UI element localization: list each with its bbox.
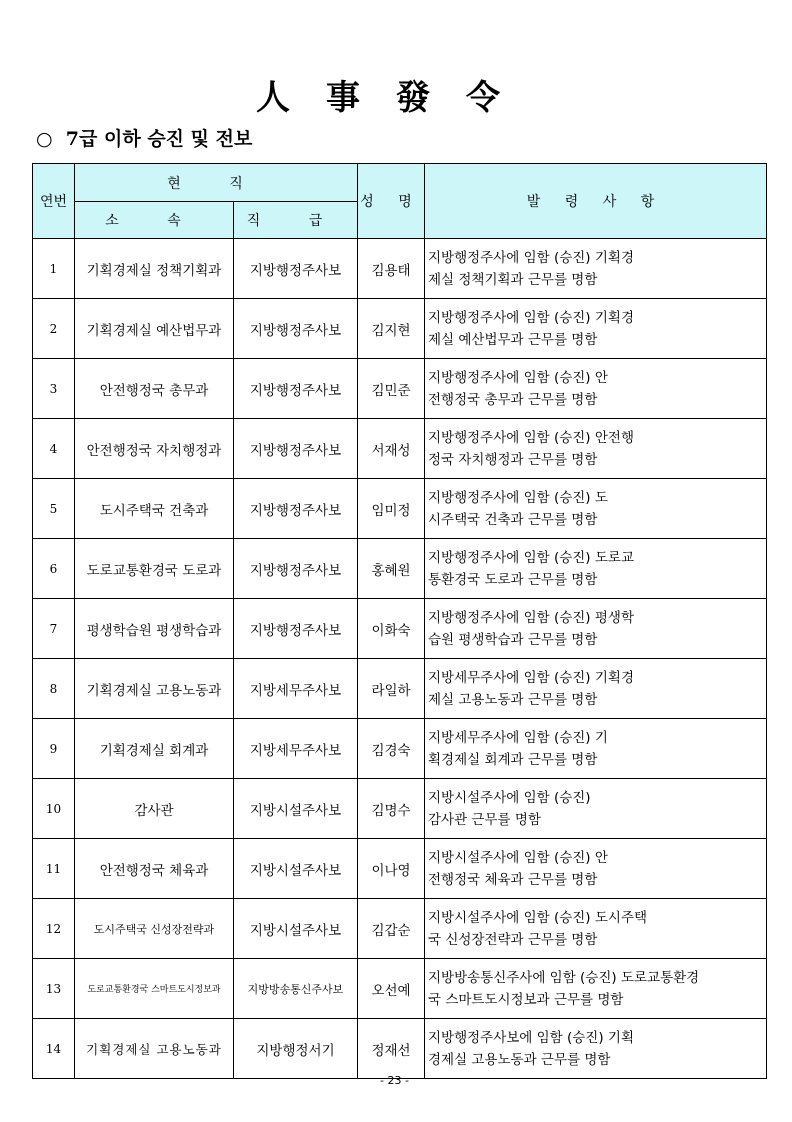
order-line: 통환경국 도로과 근무를 명함 [428, 571, 598, 588]
seq-cell: 1 [33, 239, 75, 299]
order-cell [425, 719, 767, 779]
order-cell [425, 539, 767, 599]
rank-cell: 지방세무주사보 [234, 719, 358, 779]
order-line: 지방세무주사에 임함 (승진) 기획경 [428, 669, 634, 686]
rank-cell: 지방세무주사보 [234, 659, 358, 719]
name-cell: 이화숙 [358, 599, 425, 659]
seq-cell: 5 [33, 479, 75, 539]
department-cell: 감사관 [75, 779, 234, 839]
department-cell: 도로교통환경국 도로과 [75, 539, 234, 599]
name-cell: 서재성 [358, 419, 425, 479]
order-line: 제실 예산법무과 근무를 명함 [428, 331, 598, 348]
order-line: 지방행정주사에 임함 (승진) 기획경 [428, 309, 634, 326]
department-cell: 도시주택국 건축과 [75, 479, 234, 539]
name-cell: 라일하 [358, 659, 425, 719]
department-cell: 평생학습원 평생학습과 [75, 599, 234, 659]
table-row [33, 599, 767, 659]
name-cell: 정재선 [358, 1019, 425, 1079]
order-line: 국 신성장전략과 근무를 명함 [428, 931, 598, 948]
table-row [33, 1019, 767, 1079]
section-subtitle: ○ 7급 이하 승진 및 전보 [36, 128, 253, 150]
order-line: 습원 평생학습과 근무를 명함 [428, 631, 598, 648]
order-line: 제실 고용노동과 근무를 명함 [428, 691, 598, 708]
order-cell [425, 299, 767, 359]
order-line: 제실 정책기획과 근무를 명함 [428, 271, 598, 288]
order-line: 경제실 고용노동과 근무를 명함 [428, 1051, 611, 1068]
department-cell: 기획경제실 예산법무과 [75, 299, 234, 359]
table-row [33, 839, 767, 899]
seq-cell: 6 [33, 539, 75, 599]
order-cell [425, 239, 767, 299]
order-cell [425, 599, 767, 659]
order-line: 지방행정주사에 임함 (승진) 도로교 [428, 549, 634, 566]
header-order: 발 령 사 항 [425, 164, 767, 239]
name-cell: 김갑순 [358, 899, 425, 959]
table-row [33, 959, 767, 1019]
department-cell: 기획경제실 고용노동과 [75, 1019, 234, 1079]
rank-cell: 지방행정주사보 [234, 299, 358, 359]
table-row [33, 899, 767, 959]
rank-cell: 지방행정주사보 [234, 539, 358, 599]
order-line: 국 스마트도시정보과 근무를 명함 [428, 991, 624, 1008]
name-cell: 김지현 [358, 299, 425, 359]
department-cell: 안전행정국 총무과 [75, 359, 234, 419]
department-cell: 기획경제실 고용노동과 [75, 659, 234, 719]
table-row [33, 719, 767, 779]
header-name: 성 명 [358, 164, 425, 239]
seq-cell: 7 [33, 599, 75, 659]
seq-cell: 13 [33, 959, 75, 1019]
rank-cell: 지방행정주사보 [234, 479, 358, 539]
seq-cell: 8 [33, 659, 75, 719]
department-cell: 안전행정국 체육과 [75, 839, 234, 899]
order-line: 지방행정주사에 임함 (승진) 도 [428, 489, 608, 506]
header-current-position: 현 직 [75, 164, 358, 202]
department-cell: 도로교통환경국 스마트도시정보과 [75, 959, 234, 1019]
table-row [33, 479, 767, 539]
rank-cell: 지방시설주사보 [234, 899, 358, 959]
order-cell [425, 1019, 767, 1079]
name-cell: 김민준 [358, 359, 425, 419]
name-cell: 임미정 [358, 479, 425, 539]
header-seq: 연번 [33, 164, 75, 239]
table-row [33, 779, 767, 839]
order-line: 지방행정주사보에 임함 (승진) 기획 [428, 1029, 634, 1046]
header-department: 소 속 [75, 202, 234, 239]
order-cell [425, 779, 767, 839]
order-cell [425, 479, 767, 539]
rank-cell: 지방행정주사보 [234, 419, 358, 479]
order-line: 전행정국 총무과 근무를 명함 [428, 391, 598, 408]
name-cell: 김용태 [358, 239, 425, 299]
order-line: 획경제실 회계과 근무를 명함 [428, 751, 598, 768]
order-cell [425, 359, 767, 419]
order-line: 지방시설주사에 임함 (승진) [428, 789, 591, 806]
order-cell [425, 959, 767, 1019]
department-cell: 기획경제실 회계과 [75, 719, 234, 779]
order-line: 지방시설주사에 임함 (승진) 안 [428, 849, 608, 866]
order-cell [425, 899, 767, 959]
page-number: - 23 - [380, 1074, 409, 1087]
table-row [33, 239, 767, 299]
department-cell: 기획경제실 정책기획과 [75, 239, 234, 299]
order-line: 지방방송통신주사에 임함 (승진) 도로교통환경 [428, 969, 700, 986]
seq-cell: 14 [33, 1019, 75, 1079]
seq-cell: 2 [33, 299, 75, 359]
order-cell [425, 659, 767, 719]
rank-cell: 지방행정주사보 [234, 239, 358, 299]
personnel-order-table [32, 163, 767, 1079]
header-rank: 직 급 [234, 202, 358, 239]
table-row [33, 659, 767, 719]
seq-cell: 11 [33, 839, 75, 899]
rank-cell: 지방행정주사보 [234, 359, 358, 419]
order-cell [425, 419, 767, 479]
order-line: 정국 자치행정과 근무를 명함 [428, 451, 598, 468]
seq-cell: 10 [33, 779, 75, 839]
name-cell: 김경숙 [358, 719, 425, 779]
name-cell: 이나영 [358, 839, 425, 899]
order-line: 지방행정주사에 임함 (승진) 안전행 [428, 429, 634, 446]
seq-cell: 4 [33, 419, 75, 479]
seq-cell: 3 [33, 359, 75, 419]
department-cell: 안전행정국 자치행정과 [75, 419, 234, 479]
table-row [33, 539, 767, 599]
rank-cell: 지방행정서기 [234, 1019, 358, 1079]
name-cell: 홍혜원 [358, 539, 425, 599]
rank-cell: 지방시설주사보 [234, 779, 358, 839]
table-row [33, 299, 767, 359]
order-line: 시주택국 건축과 근무를 명함 [428, 511, 598, 528]
order-line: 전행정국 체육과 근무를 명함 [428, 871, 598, 888]
order-cell [425, 839, 767, 899]
order-line: 지방행정주사에 임함 (승진) 평생학 [428, 609, 634, 626]
table-row [33, 419, 767, 479]
order-line: 감사관 근무를 명함 [428, 811, 541, 828]
order-line: 지방행정주사에 임함 (승진) 기획경 [428, 249, 634, 266]
rank-cell: 지방시설주사보 [234, 839, 358, 899]
order-line: 지방세무주사에 임함 (승진) 기 [428, 729, 608, 746]
rank-cell: 지방방송통신주사보 [234, 959, 358, 1019]
name-cell: 오선예 [358, 959, 425, 1019]
order-line: 지방행정주사에 임함 (승진) 안 [428, 369, 608, 386]
order-line: 지방시설주사에 임함 (승진) 도시주택 [428, 909, 648, 926]
department-cell: 도시주택국 신성장전략과 [75, 899, 234, 959]
seq-cell: 12 [33, 899, 75, 959]
seq-cell: 9 [33, 719, 75, 779]
name-cell: 김명수 [358, 779, 425, 839]
table-row [33, 359, 767, 419]
rank-cell: 지방행정주사보 [234, 599, 358, 659]
document-title: 人事發令 [256, 78, 536, 118]
